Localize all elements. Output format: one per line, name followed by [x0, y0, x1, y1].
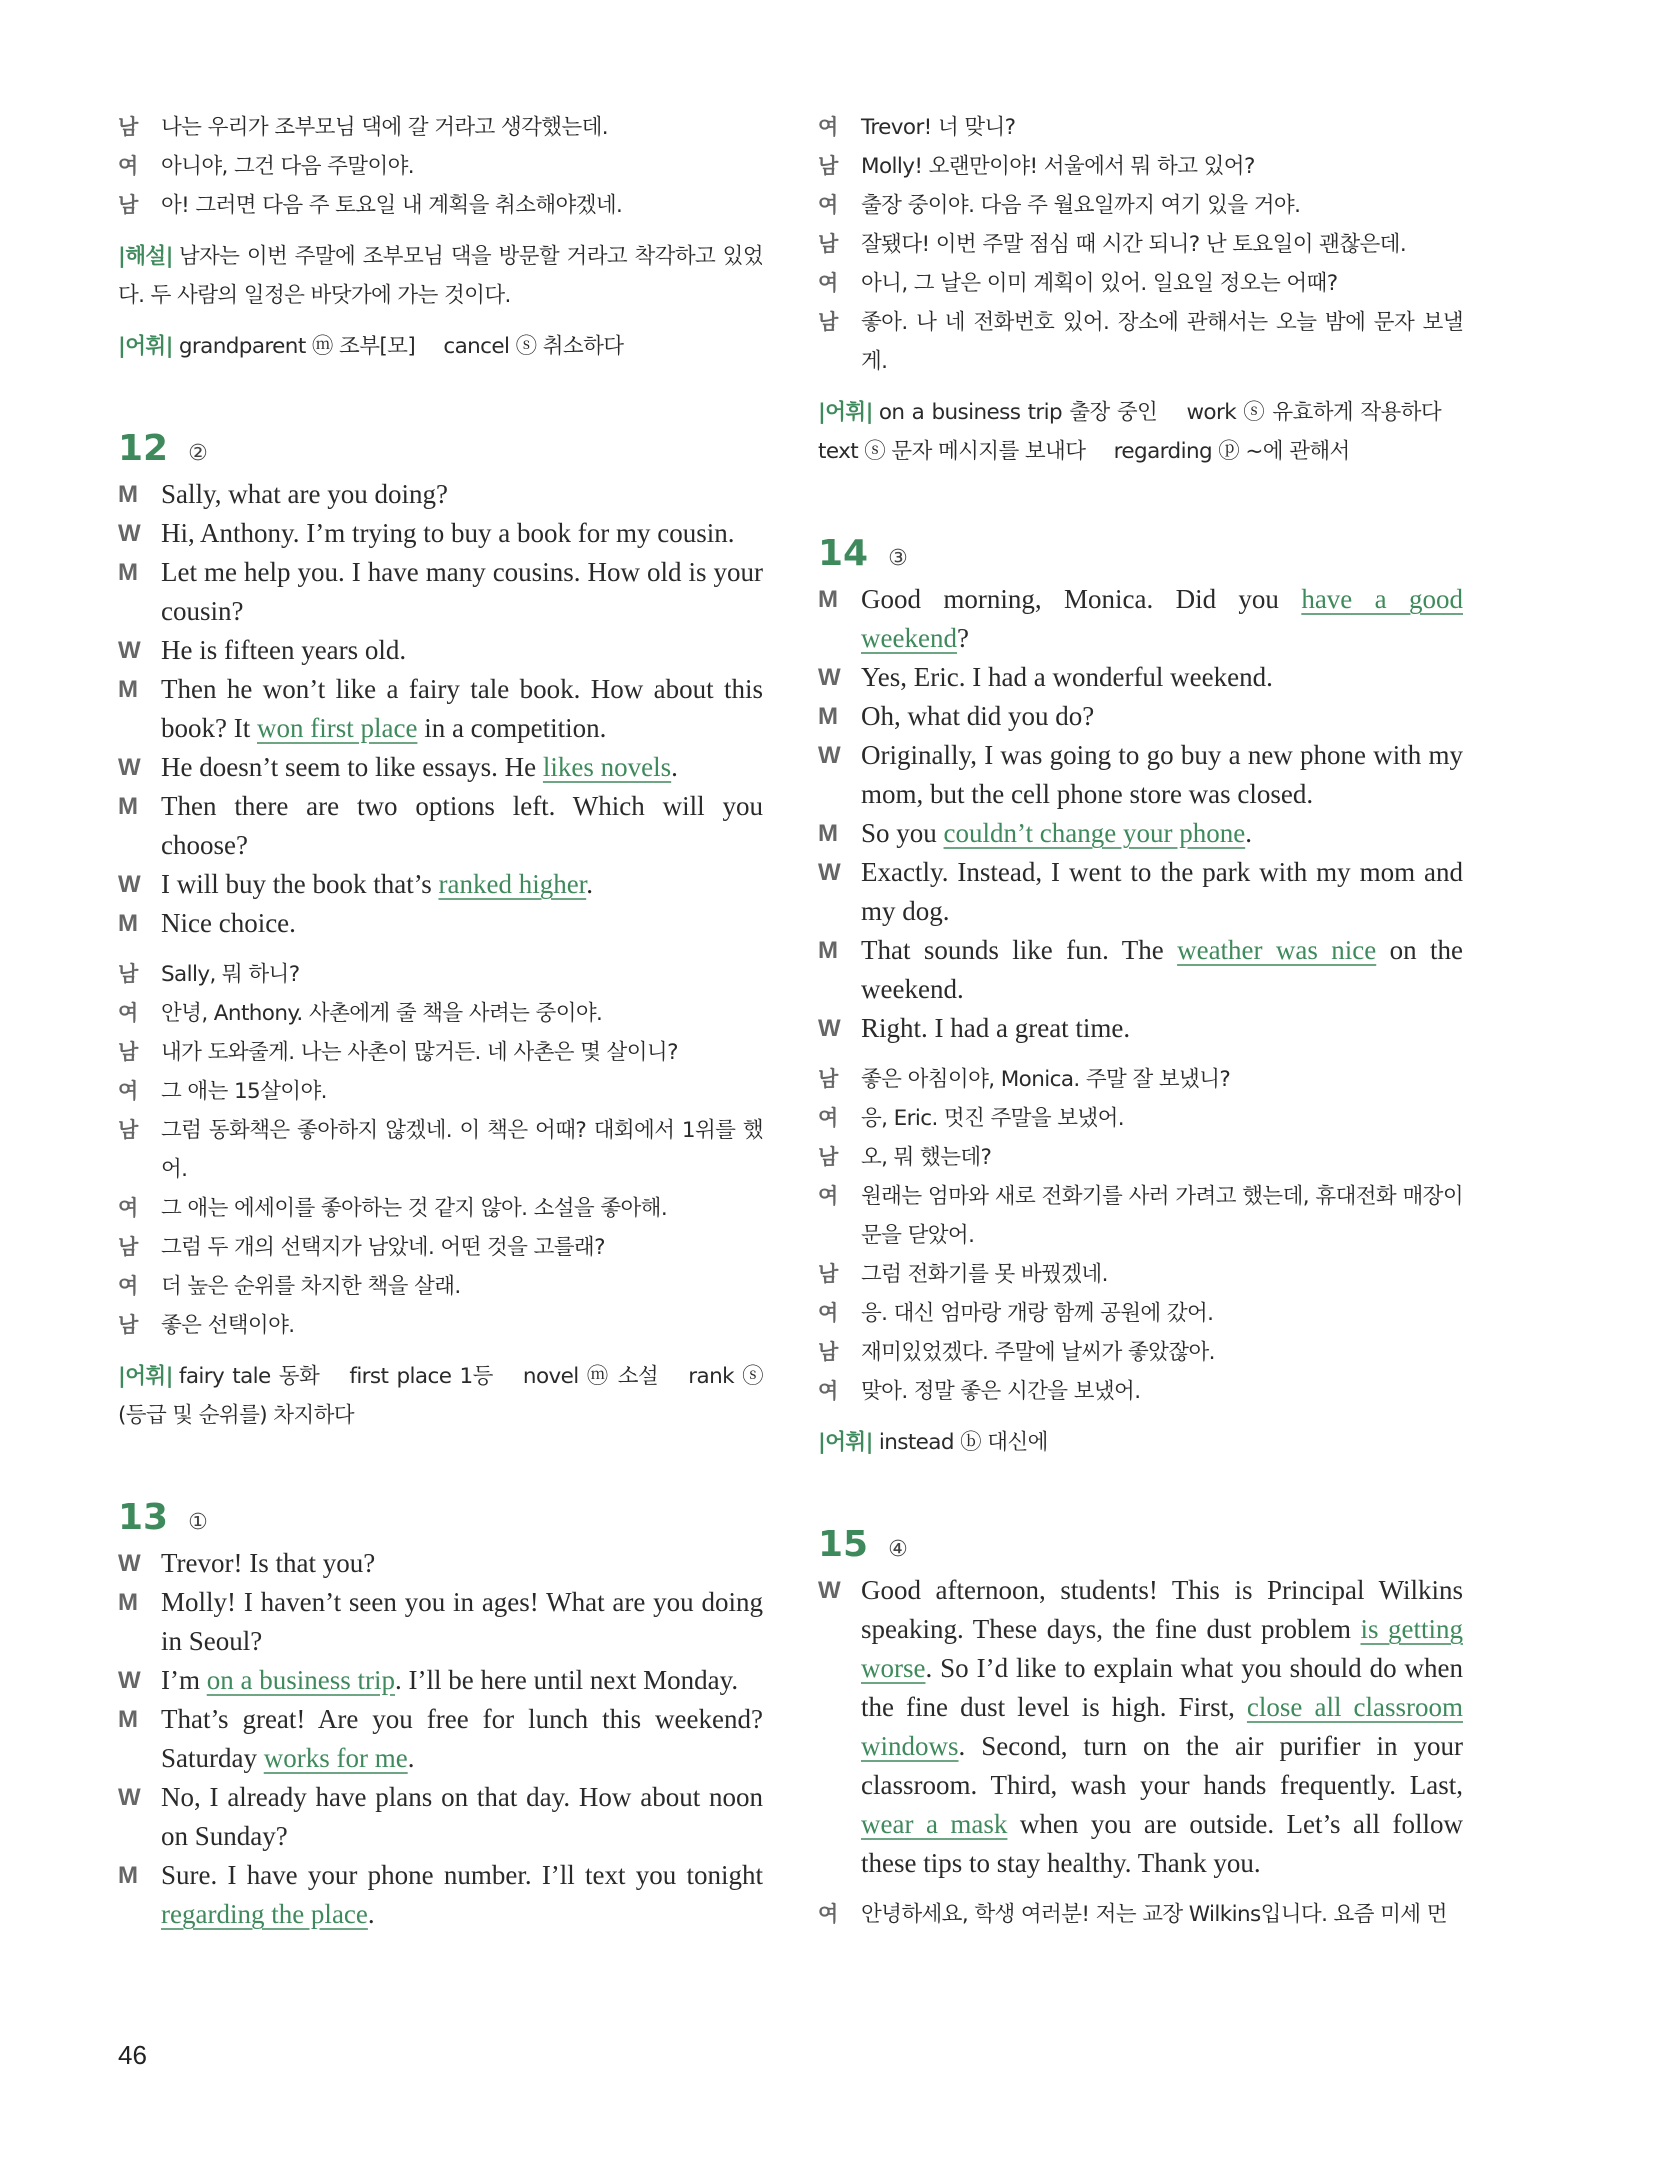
page-number: 46 [118, 2040, 147, 2070]
answer-mark: ② [188, 441, 208, 466]
dialogue-line [118, 787, 763, 865]
question-number: 15 [818, 1524, 869, 1565]
dialogue-text [161, 865, 763, 904]
left-column [118, 108, 763, 1934]
vocabulary-item: text ⓢ 문자 메시지를 보내다 [818, 439, 1086, 464]
dialogue-line [118, 1306, 763, 1345]
vocabulary [818, 1423, 1463, 1462]
dialogue-line [818, 814, 1463, 853]
dialogue-line [118, 1033, 763, 1072]
vocabulary-item: regarding ⓟ ~에 관해서 [1113, 439, 1350, 464]
answer-mark: ① [188, 1510, 208, 1535]
vocabulary-item: instead ⓑ 대신에 [878, 1430, 1048, 1455]
dialogue-text: Sally, 뭐 하니? [161, 962, 300, 987]
dialogue-text: 그럼 동화책은 좋아하지 않겠네. 이 책은 어때? 대회에서 1위를 했어. [161, 1118, 763, 1182]
text-segment: Then there are two options left. Which will you choose? [161, 791, 763, 860]
answer-mark: ③ [888, 546, 908, 571]
dialogue-text [861, 1009, 1463, 1048]
dialogue-line [118, 748, 763, 787]
dialogue-text [861, 697, 1463, 736]
dialogue-text: 안녕하세요, 학생 여러분! 저는 교장 Wilkins입니다. 요즘 미세 먼 [861, 1902, 1447, 1927]
speaker-label: W [118, 871, 141, 898]
speaker-label: M [118, 1862, 138, 1889]
dialogue-line [818, 1294, 1463, 1333]
dialogue-line [118, 514, 763, 553]
dialogue-en [118, 475, 763, 943]
speaker-label: 남 [818, 1068, 838, 1091]
dialogue-line [818, 1571, 1463, 1883]
text-segment: Nice choice. [161, 908, 296, 938]
text-segment: He is fifteen years old. [161, 635, 407, 665]
dialogue-line [118, 1228, 763, 1267]
speaker-label: W [818, 664, 841, 691]
dialogue-text: 맞아. 정말 좋은 시간을 보냈어. [861, 1379, 1141, 1404]
dialogue-text: 좋아. 나 네 전화번호 있어. 장소에 관해서는 오늘 밤에 문자 보낼게. [861, 310, 1463, 374]
speaker-label: 남 [118, 963, 138, 986]
speaker-label: W [818, 859, 841, 886]
text-segment: . [671, 752, 678, 782]
speaker-label: M [818, 586, 838, 613]
dialogue-text [161, 631, 763, 670]
dialogue-line [818, 658, 1463, 697]
speaker-label: 여 [818, 272, 838, 295]
dialogue-text: 그 애는 15살이야. [161, 1079, 327, 1104]
text-segment: Hi, Anthony. I’m trying to buy a book for my cousin. [161, 518, 735, 548]
text-segment: . [367, 1899, 375, 1929]
dialogue-line [818, 580, 1463, 658]
dialogue-line [818, 108, 1463, 147]
text-segment: . I’ll be here until next Monday. [394, 1665, 739, 1695]
dialogue-line [818, 1255, 1463, 1294]
question-15-header [818, 1524, 1463, 1565]
text-segment: That’s great! Are you free for lunch this weekend? Saturday [161, 1704, 763, 1773]
dialogue-ko [818, 1895, 1463, 1934]
text-segment: . Second, turn on the air purifier in your classroom. Third, wash your hands frequently. Last, [861, 1731, 1463, 1800]
dialogue-line [118, 631, 763, 670]
speaker-label: 남 [818, 1263, 838, 1286]
dialogue-text: Trevor! 너 맞니? [861, 115, 1016, 140]
vocabulary-item: on a business trip 출장 중인 [878, 400, 1158, 425]
dialogue-line [818, 1060, 1463, 1099]
speaker-label: M [118, 910, 138, 937]
answer-phrase: wear a mask [861, 1809, 1008, 1839]
answer-phrase: weather was nice [1177, 935, 1377, 965]
speaker-label: M [118, 676, 138, 703]
vocabulary-tag: |어휘| [818, 1430, 873, 1455]
dialogue-text: 아니야, 그건 다음 주말이야. [161, 154, 415, 179]
dialogue-text: 응. 대신 엄마랑 개랑 함께 공원에 갔어. [861, 1301, 1214, 1326]
dialogue-text [161, 1778, 763, 1856]
speaker-label: 여 [818, 1302, 838, 1325]
dialogue-en [818, 580, 1463, 1048]
text-segment: . So I’d like to explain what you should do when the fine dust level is high. First, [861, 1653, 1463, 1722]
dialogue-line [118, 994, 763, 1033]
dialogue-text [161, 1700, 763, 1778]
speaker-label: W [818, 742, 841, 769]
speaker-label: M [118, 1589, 138, 1616]
speaker-label: M [118, 793, 138, 820]
speaker-label: W [118, 520, 141, 547]
question-14-header [818, 533, 1463, 574]
dialogue-text [861, 736, 1463, 814]
dialogue-text: 그럼 두 개의 선택지가 남았네. 어떤 것을 고를래? [161, 1235, 605, 1260]
dialogue-text [861, 658, 1463, 697]
vocabulary [118, 1357, 763, 1435]
text-segment: So you [861, 818, 944, 848]
dialogue-line [118, 1189, 763, 1228]
dialogue-text: 오, 뭐 했는데? [861, 1145, 992, 1170]
dialogue-text [161, 475, 763, 514]
answer-phrase: won first place [256, 713, 418, 743]
dialogue-line [118, 955, 763, 994]
speaker-label: 남 [818, 233, 838, 256]
text-segment: Yes, Eric. I had a wonderful weekend. [861, 662, 1273, 692]
dialogue-line [818, 736, 1463, 814]
speaker-label: 남 [818, 311, 838, 334]
question-12-header [118, 428, 763, 469]
speaker-label: 남 [118, 1236, 138, 1259]
dialogue-line [118, 1778, 763, 1856]
text-segment: He doesn’t seem to like essays. He [161, 752, 543, 782]
dialogue-text: 그럼 전화기를 못 바꿨겠네. [861, 1262, 1108, 1287]
dialogue-ko [118, 955, 763, 1345]
speaker-label: 남 [818, 155, 838, 178]
dialogue-text [161, 1661, 763, 1700]
dialogue-line [818, 1138, 1463, 1177]
speaker-label: M [818, 937, 838, 964]
dialogue-text [861, 853, 1463, 931]
dialogue-text [161, 787, 763, 865]
speaker-label: 남 [118, 1314, 138, 1337]
text-segment: Good afternoon, students! This is Principal Wilkins speaking. These days, the fine dust problem [861, 1575, 1463, 1644]
text-segment: Molly! I haven’t seen you in ages! What are you doing in Seoul? [161, 1587, 763, 1656]
dialogue-line [818, 931, 1463, 1009]
answer-phrase: likes novels [542, 752, 672, 782]
vocabulary [818, 393, 1463, 471]
speaker-label: 남 [118, 116, 138, 139]
dialogue-text: 나는 우리가 조부모님 댁에 갈 거라고 생각했는데. [161, 115, 609, 140]
dialogue-line [818, 225, 1463, 264]
dialogue-text [161, 1544, 763, 1583]
speaker-label: W [818, 1577, 841, 1604]
explanation-tag: |해설| [118, 244, 173, 269]
speaker-label: 여 [118, 155, 138, 178]
text-segment: Right. I had a great time. [861, 1013, 1131, 1043]
dialogue-line [118, 147, 763, 186]
dialogue-line [818, 1895, 1463, 1934]
dialogue-text: 더 높은 순위를 차지한 책을 살래. [161, 1274, 461, 1299]
dialogue-ko [818, 1060, 1463, 1411]
answer-phrase: close all classroom windows [861, 1692, 1463, 1761]
text-segment: Exactly. Instead, I went to the park with my mom and my dog. [861, 857, 1463, 926]
dialogue-text: 잘됐다! 이번 주말 점심 때 시간 되니? 난 토요일이 괜찮은데. [861, 232, 1407, 257]
question-13-header [118, 1497, 763, 1538]
dialogue-text [861, 1571, 1463, 1883]
dialogue-line [118, 1856, 763, 1934]
explanation [118, 237, 763, 315]
dialogue-line [818, 264, 1463, 303]
text-segment: Trevor! Is that you? [161, 1548, 376, 1578]
answer-phrase: ranked higher [438, 869, 587, 899]
question-number: 14 [818, 533, 869, 574]
text-segment: . [407, 1743, 415, 1773]
dialogue-line [818, 303, 1463, 381]
dialogue-text: 응, Eric. 멋진 주말을 보냈어. [861, 1106, 1124, 1131]
speaker-label: 여 [818, 1185, 838, 1208]
vocabulary-tag: |어휘| [818, 400, 873, 425]
dialogue-line [118, 1111, 763, 1189]
speaker-label: 남 [818, 1146, 838, 1169]
answer-phrase: works for me [263, 1743, 408, 1773]
dialogue-line [818, 1372, 1463, 1411]
vocabulary-item: novel ⓜ 소설 [522, 1364, 659, 1389]
speaker-label: W [118, 637, 141, 664]
vocabulary [118, 327, 763, 366]
text-segment: Sure. I have your phone number. I’ll text you tonight [161, 1860, 763, 1890]
answer-phrase: is getting worse [861, 1614, 1463, 1683]
answer-phrase: couldn’t change your phone [943, 818, 1246, 848]
dialogue-text: 내가 도와줄게. 나는 사촌이 많거든. 네 사촌은 몇 살이니? [161, 1040, 678, 1065]
dialogue-line [118, 553, 763, 631]
speaker-label: W [118, 1550, 141, 1577]
dialogue-line [818, 1099, 1463, 1138]
dialogue-line [818, 697, 1463, 736]
vocabulary-item: rank ⓢ (등급 및 순위를) 차지하다 [118, 1364, 764, 1428]
speaker-label: W [118, 754, 141, 781]
question-number: 12 [118, 428, 169, 469]
dialogue-line [118, 865, 763, 904]
right-column [818, 108, 1463, 1934]
answer-mark: ④ [888, 1537, 908, 1562]
dialogue-text: 재미있었겠다. 주말에 날씨가 좋았잖아. [861, 1340, 1215, 1365]
vocabulary-item: cancel ⓢ 취소하다 [443, 334, 624, 359]
dialogue-ko [118, 108, 763, 225]
dialogue-text [861, 814, 1463, 853]
text-segment: That sounds like fun. The [861, 935, 1178, 965]
speaker-label: 여 [118, 1197, 138, 1220]
text-segment: when you are outside. Let’s all follow these tips to stay healthy. Thank you. [861, 1809, 1464, 1878]
text-segment: Good morning, Monica. Did you [861, 584, 1302, 614]
dialogue-line [118, 1544, 763, 1583]
text-segment: in a competition. [417, 713, 607, 743]
text-segment: on the weekend. [861, 935, 1463, 1004]
dialogue-line [118, 670, 763, 748]
dialogue-en [818, 1571, 1463, 1883]
speaker-label: W [118, 1667, 141, 1694]
speaker-label: 여 [818, 1107, 838, 1130]
dialogue-text [161, 1856, 763, 1934]
dialogue-text: 좋은 선택이야. [161, 1313, 295, 1338]
vocabulary-item: work ⓢ 유효하게 작용하다 [1186, 400, 1442, 425]
speaker-label: M [818, 703, 838, 730]
text-segment: Let me help you. I have many cousins. How old is your cousin? [161, 557, 763, 626]
dialogue-text [161, 553, 763, 631]
dialogue-line [818, 853, 1463, 931]
text-segment: Oh, what did you do? [861, 701, 1095, 731]
dialogue-text: 아! 그러면 다음 주 토요일 내 계획을 취소해야겠네. [161, 193, 623, 218]
dialogue-text [161, 904, 763, 943]
dialogue-line [118, 1583, 763, 1661]
text-segment: . [586, 869, 593, 899]
speaker-label: 여 [118, 1002, 138, 1025]
dialogue-en [118, 1544, 763, 1934]
text-segment: ? [956, 623, 969, 653]
dialogue-line [818, 186, 1463, 225]
dialogue-line [818, 1177, 1463, 1255]
dialogue-line [118, 1661, 763, 1700]
dialogue-line [118, 1267, 763, 1306]
text-segment: Originally, I was going to go buy a new phone with my mom, but the cell phone store was closed. [861, 740, 1463, 809]
text-segment: I’m [161, 1665, 207, 1695]
speaker-label: 여 [818, 116, 838, 139]
speaker-label: 여 [818, 1380, 838, 1403]
vocabulary-item: fairy tale 동화 [178, 1364, 320, 1389]
answer-phrase: on a business trip [206, 1665, 395, 1695]
speaker-label: 여 [818, 1903, 838, 1926]
vocabulary-tag: |어휘| [118, 1364, 173, 1389]
dialogue-text [861, 580, 1463, 658]
dialogue-text [161, 748, 763, 787]
dialogue-line [818, 1009, 1463, 1048]
speaker-label: 남 [118, 1041, 138, 1064]
dialogue-text [161, 514, 763, 553]
dialogue-text [161, 1583, 763, 1661]
dialogue-ko [818, 108, 1463, 381]
speaker-label: M [818, 820, 838, 847]
dialogue-line [118, 904, 763, 943]
text-segment: No, I already have plans on that day. How about noon on Sunday? [161, 1782, 763, 1851]
speaker-label: W [818, 1015, 841, 1042]
dialogue-line [818, 1333, 1463, 1372]
dialogue-text: 안녕, Anthony. 사촌에게 줄 책을 사려는 중이야. [161, 1001, 603, 1026]
vocabulary-item: first place 1등 [349, 1364, 493, 1389]
answer-phrase: have a good weekend [861, 584, 1463, 653]
text-segment: Then he won’t like a fairy tale book. How about this book? It [161, 674, 763, 743]
dialogue-line [118, 186, 763, 225]
speaker-label: 남 [118, 194, 138, 217]
dialogue-text: Molly! 오랜만이야! 서울에서 뭐 하고 있어? [861, 154, 1255, 179]
speaker-label: 여 [118, 1080, 138, 1103]
speaker-label: 남 [118, 1119, 138, 1142]
answer-phrase: regarding the place [161, 1899, 368, 1929]
dialogue-line [118, 108, 763, 147]
dialogue-text: 그 애는 에세이를 좋아하는 것 같지 않아. 소설을 좋아해. [161, 1196, 668, 1221]
dialogue-line [118, 1072, 763, 1111]
speaker-label: M [118, 1706, 138, 1733]
explanation-text: 남자는 이번 주말에 조부모님 댁을 방문할 거라고 착각하고 있었다. 두 사람의 일정은 바닷가에 가는 것이다. [118, 244, 763, 308]
dialogue-line [818, 147, 1463, 186]
speaker-label: 남 [818, 1341, 838, 1364]
text-segment: Sally, what are you doing? [161, 479, 448, 509]
question-number: 13 [118, 1497, 169, 1538]
dialogue-text: 원래는 엄마와 새로 전화기를 사러 가려고 했는데, 휴대전화 매장이 문을 닫았어. [861, 1184, 1463, 1248]
speaker-label: M [118, 481, 138, 508]
dialogue-line [118, 1700, 763, 1778]
speaker-label: 여 [118, 1275, 138, 1298]
dialogue-text [161, 670, 763, 748]
vocabulary-item: grandparent ⓜ 조부[모] [178, 334, 416, 359]
speaker-label: 여 [818, 194, 838, 217]
dialogue-text: 아니, 그 날은 이미 계획이 있어. 일요일 정오는 어때? [861, 271, 1338, 296]
dialogue-text [861, 931, 1463, 1009]
text-segment: . [1245, 818, 1252, 848]
speaker-label: W [118, 1784, 141, 1811]
dialogue-text: 좋은 아침이야, Monica. 주말 잘 보냈니? [861, 1067, 1231, 1092]
dialogue-text: 출장 중이야. 다음 주 월요일까지 여기 있을 거야. [861, 193, 1301, 218]
text-segment: I will buy the book that’s [161, 869, 439, 899]
speaker-label: M [118, 559, 138, 586]
dialogue-line [118, 475, 763, 514]
vocabulary-tag: |어휘| [118, 334, 173, 359]
